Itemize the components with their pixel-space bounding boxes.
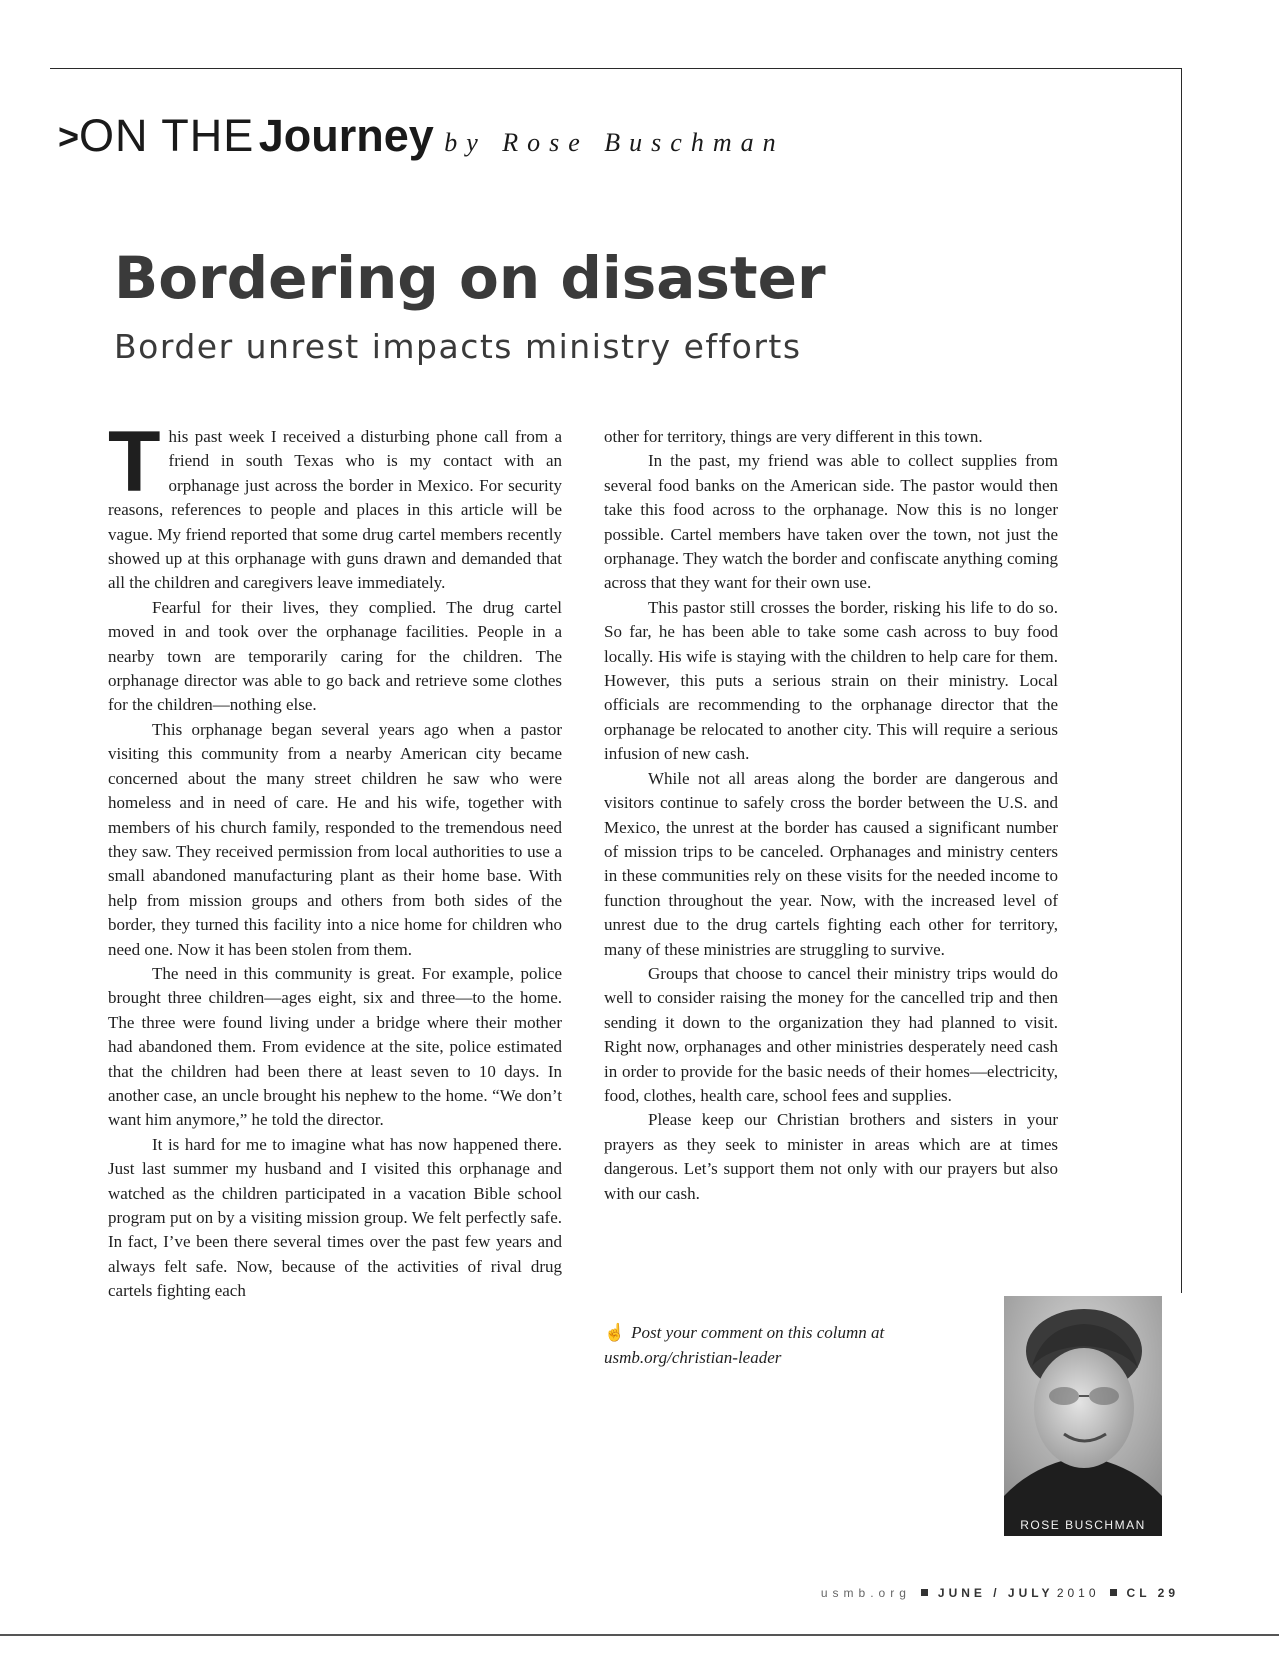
comment-callout [604, 1320, 934, 1370]
top-rule [50, 68, 1182, 69]
section-kicker [58, 110, 785, 162]
body-paragraph: Please keep our Christian brothers and sisters in your prayers as they seek to minister in areas which are at times dangerous. Let’s support them not only with our prayers but also with our cash. [604, 1110, 1058, 1203]
footer-separator [921, 1589, 928, 1596]
body-paragraph: Fearful for their lives, they complied. The drug cartel moved in and took over the orphanage facilities. People in a nearby town are temporarily caring for the children. The orphanage director was able to go back and retrieve some clothes for the children—nothing else. [108, 597, 562, 715]
author-byline: by Rose Buschman [444, 128, 785, 157]
footer-site: usmb.org [820, 1586, 911, 1600]
kicker-on-the: ON THE [79, 110, 255, 161]
pointing-hand-icon: ☝ [604, 1323, 626, 1342]
body-paragraph: While not all areas along the border are dangerous and visitors continue to safely cross the border between the U.S. and Mexico, the unrest at the border has caused a significant number of mission trips to be canceled. Orphanages and ministry centers in these communities rely on these visits for the needed income to function throughout the year. Now, with the increased level of unrest due to the drug cartels fighting each other for territory, many of these ministries are struggling to survive. [604, 768, 1058, 959]
body-paragraph: The need in this community is great. For example, police brought three children—ages eight, six and three—to the home. The three were found living under a bridge where their mother had abandoned them. From evidence at the site, police estimated that the children had been there at least seven to 10 days. In another case, an uncle brought his nephew to the home. “We don’t want him anymore,” he told the director. [108, 963, 562, 1130]
page-footer [821, 1586, 1179, 1600]
footer-page-number: CL 29 [1126, 1586, 1179, 1600]
author-portrait-image [1004, 1296, 1162, 1536]
body-paragraph: Groups that choose to cancel their ministry trips would do well to consider raising the money for the cancelled trip and then sending it down to the organization they had planned to visit. Right now, orphanages and other ministries desperately need cash in order to provide for the basic needs of their homes—electricity, food, clothes, health care, school fees and supplies. [604, 963, 1058, 1105]
photo-caption: ROSE BUSCHMAN [1020, 1518, 1146, 1532]
footer-year: 2010 [1056, 1586, 1100, 1600]
body-paragraph: It is hard for me to imagine what has now happened there. Just last summer my husband and I visited this orphanage and watched as the children participated in a vacation Bible school program put on by a visiting mission group. We felt perfectly safe. In fact, I’ve been there several times over the past few years and always felt safe. Now, because of the activities of rival drug cartels fighting each [108, 1134, 562, 1301]
author-photo [1004, 1296, 1162, 1536]
body-paragraph: This orphanage began several years ago when a pastor visiting this community from a nearby American city became concerned about the many street children he saw who were homeless and in need of care. He and his wife, together with members of his church family, responded to the tremendous need they saw. They received permission from local authorities to use a small abandoned manufacturing plant as their home base. With help from mission groups and others from both sides of the border, they turned this facility into a nice home for children who need one. Now it has been stolen from them. [108, 719, 562, 959]
body-paragraph: This past week I received a disturbing phone call from a friend in south Texas who is my contact with an orphanage just across the border in Mexico. For security reasons, references to people and places in this article will be vague. My friend reported that some drug cartel members recently showed up at this orphanage with guns drawn and demanded that all the children and caregivers leave immediately. [108, 414, 562, 593]
comment-link[interactable]: usmb.org/christian-leader [604, 1348, 782, 1367]
article-column-right [604, 425, 1058, 1206]
kicker-arrow: > [58, 116, 80, 157]
body-paragraph: other for territory, things are very different in this town. [604, 427, 983, 446]
article-headline: Bordering on disaster [114, 244, 826, 312]
comment-text: Post your comment on this column at [631, 1323, 885, 1342]
drop-cap: T [108, 414, 161, 510]
body-paragraph: This pastor still crosses the border, risking his life to do so. So far, he has been able to take some cash across to buy food locally. His wife is staying with the children to help care for them. However, this puts a serious strain on their ministry. Local officials are recommending to the orphanage director that the orphanage be relocated to another city. This will require a serious infusion of new cash. [604, 597, 1058, 764]
right-rule [1181, 68, 1182, 1293]
article-subheadline: Border unrest impacts ministry efforts [114, 327, 802, 366]
footer-issue: JUNE / JULY [937, 1586, 1054, 1600]
kicker-journey: Journey [258, 110, 434, 161]
bottom-rule [0, 1634, 1279, 1636]
footer-separator [1110, 1589, 1117, 1596]
body-paragraph: In the past, my friend was able to collect supplies from several food banks on the American side. The pastor would then take this food across to the orphanage. Now this is no longer possible. Cartel members have taken over the town, not just the orphanage. They watch the border and confiscate anything coming across that they want for their own use. [604, 451, 1058, 593]
article-column-left [108, 414, 562, 1304]
